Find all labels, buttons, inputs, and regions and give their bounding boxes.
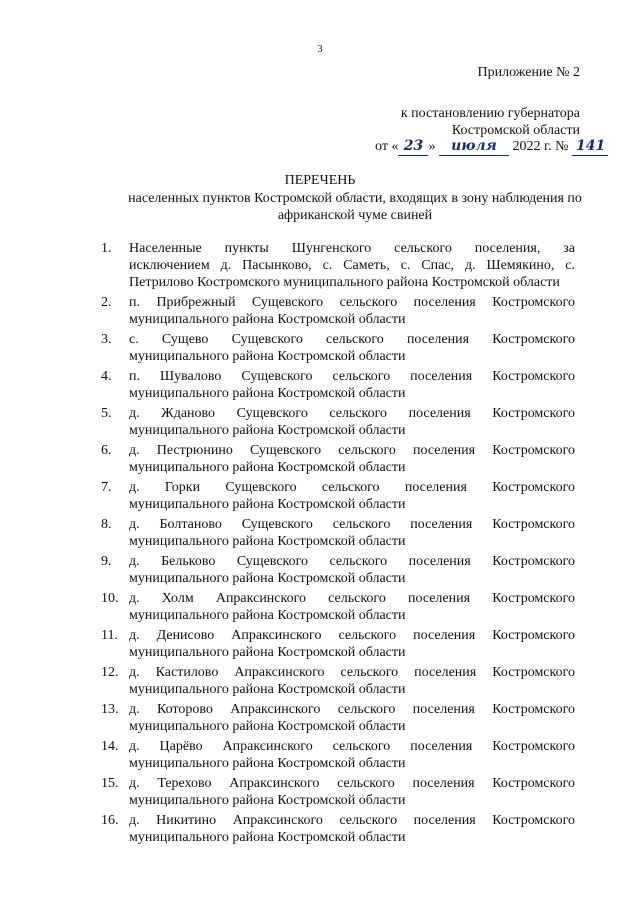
item-number: 4. — [101, 369, 112, 384]
item-text — [129, 479, 575, 513]
handwritten-day: 23 — [398, 138, 428, 156]
item-line1: д. Жданово Сущевского сельского поселения Костромского — [129, 406, 575, 421]
list-item — [101, 627, 575, 661]
list-item — [101, 775, 575, 809]
list-item — [101, 405, 575, 439]
item-line1: д. Царёво Апраксинского сельского поселения Костромского — [129, 739, 575, 754]
item-line2: муниципального района Костромской области — [129, 386, 406, 401]
item-number: 16. — [101, 813, 119, 828]
item-line2: муниципального района Костромской области — [129, 830, 406, 845]
item-text — [129, 775, 575, 809]
resolution-label: к постановлению губернатора — [400, 106, 580, 121]
item-line2: муниципального района Костромской области — [129, 423, 406, 438]
year-text: 2022 г. № — [512, 139, 569, 154]
item-line1: д. Горки Сущевского сельского поселения Костромского — [129, 480, 575, 495]
item-text — [129, 331, 575, 365]
date-line — [375, 138, 608, 156]
list-item — [101, 553, 575, 587]
item-line2: муниципального района Костромской области — [129, 312, 406, 327]
page-number: 3 — [317, 44, 323, 55]
item-text — [129, 405, 575, 439]
item-line1: Населенные пункты Шунгенского сельского поселения, за — [129, 241, 575, 256]
item-line2: муниципального района Костромской области — [129, 534, 406, 549]
item-line2: муниципального района Костромской области — [129, 645, 406, 660]
date-prefix: от « — [375, 139, 399, 154]
item-line1: п. Шувалово Сущевского сельского поселения Костромского — [129, 369, 575, 384]
item-number: 15. — [101, 776, 119, 791]
item-line2: муниципального района Костромской области — [129, 460, 406, 475]
item-line1: д. Кастилово Апраксинского сельского поселения Костромского — [129, 665, 575, 680]
item-line1: д. Денисово Апраксинского сельского поселения Костромского — [129, 628, 575, 643]
item-number: 10. — [101, 591, 119, 606]
item-line2: муниципального района Костромской области — [129, 719, 406, 734]
settlements-list — [101, 240, 575, 849]
item-line1: д. Никитино Апраксинского сельского поселения Костромского — [129, 813, 575, 828]
item-number: 6. — [101, 443, 112, 458]
item-line2: муниципального района Костромской области — [129, 682, 406, 697]
item-number: 14. — [101, 739, 119, 754]
list-item — [101, 664, 575, 698]
item-number: 8. — [101, 517, 112, 532]
appendix-label: Приложение № 2 — [477, 65, 580, 80]
item-line2: исключением д. Пасынково, с. Саметь, с. Спас, д. Шемякино, с. Петрилово Костромского муниципального района Костромской области — [129, 258, 575, 290]
item-line1: д. Болтаново Сущевского сельского поселения Костромского — [129, 517, 575, 532]
item-line1: п. Прибрежный Сущевского сельского поселения Костромского — [129, 295, 575, 310]
item-number: 11. — [101, 628, 118, 643]
item-line1: с. Сущево Сущевского сельского поселения Костромского — [129, 332, 575, 347]
item-text — [129, 553, 575, 587]
list-item — [101, 590, 575, 624]
item-text — [129, 590, 575, 624]
item-number: 12. — [101, 665, 119, 680]
item-line1: д. Бельково Сущевского сельского поселения Костромского — [129, 554, 575, 569]
item-text — [129, 368, 575, 402]
item-line2: муниципального района Костромской области — [129, 793, 406, 808]
list-item — [101, 738, 575, 772]
item-line2: муниципального района Костромской области — [129, 571, 406, 586]
item-line2: муниципального района Костромской области — [129, 349, 406, 364]
date-quote: » — [428, 139, 436, 154]
item-line2: муниципального района Костромской области — [129, 497, 406, 512]
item-number: 2. — [101, 295, 112, 310]
item-number: 13. — [101, 702, 119, 717]
list-item — [101, 294, 575, 328]
item-line1: д. Холм Апраксинского сельского поселения Костромского — [129, 591, 575, 606]
list-item — [101, 479, 575, 513]
document-subtitle: населенных пунктов Костромской области, входящих в зону наблюдения по африканской чуме свиней — [128, 191, 582, 223]
document-title: ПЕРЕЧЕНЬ — [284, 173, 356, 188]
list-item — [101, 701, 575, 735]
list-item — [101, 516, 575, 550]
region-label: Костромской области — [451, 123, 580, 138]
item-number: 1. — [101, 241, 112, 256]
item-line2: муниципального района Костромской области — [129, 608, 406, 623]
item-number: 7. — [101, 480, 112, 495]
item-text — [129, 294, 575, 328]
item-text — [129, 442, 575, 476]
item-line1: д. Которово Апраксинского сельского поселения Костромского — [129, 702, 575, 717]
list-item — [101, 331, 575, 365]
list-item — [101, 240, 575, 291]
item-text — [129, 701, 575, 735]
item-text — [129, 516, 575, 550]
handwritten-month: июля — [439, 138, 509, 156]
list-item — [101, 442, 575, 476]
item-line1: д. Пестрюнино Сущевского сельского поселения Костромского — [129, 443, 575, 458]
item-text — [129, 812, 575, 846]
handwritten-number: 141 — [572, 138, 608, 156]
item-text — [129, 627, 575, 661]
item-text — [129, 738, 575, 772]
item-line1: д. Терехово Апраксинского сельского поселения Костромского — [129, 776, 575, 791]
item-number: 5. — [101, 406, 112, 421]
item-number: 9. — [101, 554, 112, 569]
item-number: 3. — [101, 332, 112, 347]
item-line2: муниципального района Костромской области — [129, 756, 406, 771]
item-text — [129, 240, 575, 291]
list-item — [101, 368, 575, 402]
item-text — [129, 664, 575, 698]
list-item — [101, 812, 575, 846]
